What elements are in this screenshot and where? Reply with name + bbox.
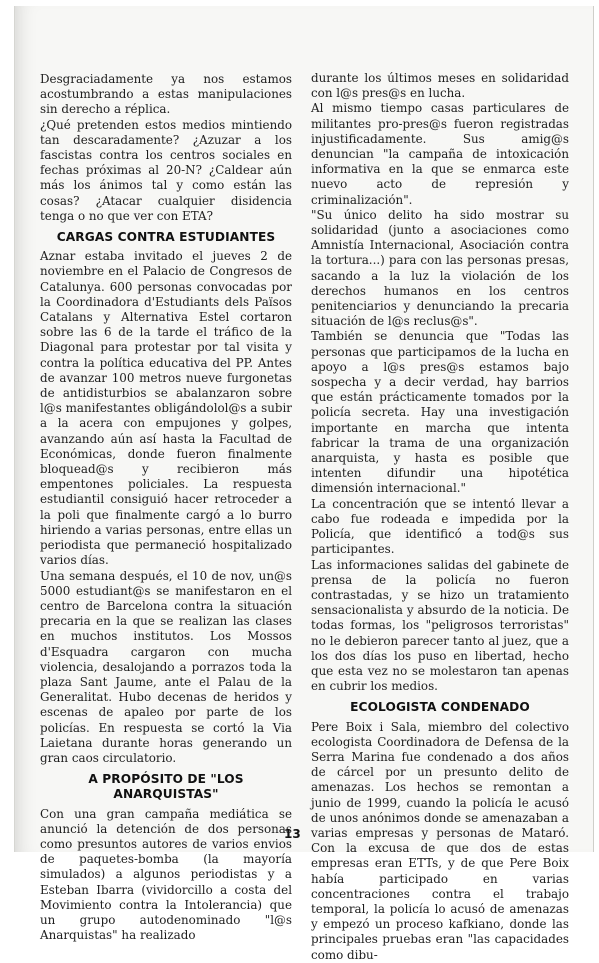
paragraph: Aznar estaba invitado el jueves 2 de noviembre en el Palacio de Congresos de Catalunya. 600 personas convocadas por la Coordinadora d'Estudiants dels Països Catalans y Alternativa Estel cortaron sobre las 6 de la tarde el tráfico de la Diagonal para protestar por tal visita y contra la política educativa del PP. Antes de avanzar 100 metros nueve furgonetas de antidisturbios se abalanzaron sobre l@s manifestantes obligándolol@s a subir a la acera con empujones y golpes, avanzando aún así hasta la Facultad de Económicas, donde fueron finalmente bloquead@s y recibieron más empentones policiales. La respuesta estudiantil consiguió hacer retroceder a la poli que finalmente cargó a lo burro hiriendo a varias personas, entre ellas un periodista que permaneció hospitalizado varios días.	[40, 249, 292, 568]
paragraph: Con una gran campaña mediática se anunció la detención de dos personas como presuntos autores de varios envios de paquetes-bomba (la mayoría simulados) a algunos periodistas y a Esteban Ibarra (vividorcillo a costa del Movimiento contra la Intolerancia) que un grupo autodenominado "l@s Anarquistas" ha realizado	[40, 806, 292, 943]
paragraph: Pere Boix i Sala, miembro del colectivo ecologista Coordinadora de Defensa de la Serra Marina fue condenado a dos años de cárcel por un presunto delito de amenazas. Los hechos se remontan a junio de 1999, cuando la policía le acusó de unos anónimos donde se amenazaban a varias empresas y personas de Mataró. Con la excusa de que dos de estas empresas eran ETTs, y de que Pere Boix había participado en varias concentraciones contra el trabajo temporal, la policía lo acusó de amenazas y empezó un proceso kafkiano, donde las principales pruebas eran "las capacidades como dibu-	[311, 719, 569, 962]
section-heading-cargas: CARGAS CONTRA ESTUDIANTES	[56, 230, 276, 245]
paragraph: Al mismo tiempo casas particulares de militantes pro-pres@s fueron registradas injustificadamente. Sus amig@s denuncian "la campaña de intoxicación informativa en la que se enmarca este nuevo acto de represión y criminalización".	[311, 101, 569, 207]
section-heading-ecologista: ECOLOGISTA CONDENADO	[350, 700, 530, 715]
right-column	[311, 71, 569, 963]
paragraph: Desgraciadamente ya nos estamos acostumbrando a estas manipulaciones sin derecho a réplica.	[40, 72, 292, 117]
paragraph: ¿Qué pretenden estos medios mintiendo tan descaradamente? ¿Azuzar a los fascistas contra los centros sociales en fechas próximas al 20-N? ¿Caldear aún más los ánimos tal y como están las cosas? ¿Atacar cualquier disidencia tenga o no que ver con ETA?	[40, 117, 292, 223]
paragraph: durante los últimos meses en solidaridad con l@s pres@s en lucha.	[311, 71, 569, 101]
paragraph: Una semana después, el 10 de nov, un@s 5000 estudiant@s se manifestaron en el centro de Barcelona contra la situación precaria en la que se realizan las clases en muchos institutos. Los Mossos d'Esquadra cargaron con mucha violencia, desalojando a porrazos toda la plaza Sant Jaume, ante el Palau de la Generalitat. Hubo decenas de heridos y escenas de apaleo por parte de los policías. En respuesta se cortó la Via Laietana durante horas generando un gran caos circulatorio.	[40, 568, 292, 765]
paragraph: También se denuncia que "Todas las personas que participamos de la lucha en apoyo a l@s pres@s estamos bajo sospecha y a decir verdad, hay barrios que están prácticamente tomados por la policía secreta. Hay una investigación importante en marcha que intenta fabricar la trama de una organización anarquista, y hasta es posible que intenten difundir una hipotética dimensión internacional."	[311, 329, 569, 496]
left-column	[40, 72, 292, 943]
page-number: 13	[284, 827, 301, 841]
section-heading-anarquistas: A PROPÓSITO DE "LOS ANARQUISTAS"	[88, 772, 244, 802]
paragraph: La concentración que se intentó llevar a cabo fue rodeada e impedida por la Policía, que identificó a tod@s sus participantes.	[311, 496, 569, 557]
paragraph: Las informaciones salidas del gabinete de prensa de la policía no fueron contrastadas, y se hizo un tratamiento sensacionalista y absurdo de la noticia. De todas formas, los "peligrosos terroristas" no le debieron parecer tanto al juez, que a los dos días los puso en libertad, hecho que esta vez no se molestaron tan apenas en cubrir los medios.	[311, 557, 569, 694]
paragraph: "Su único delito ha sido mostrar su solidaridad (junto a asociaciones como Amnistía Internacional, Asociación contra la tortura...) para con las personas presas, sacando a la luz la violación de los derechos humanos en los centros penitenciarios y denunciando la precaria situación de l@s reclus@s".	[311, 207, 569, 329]
